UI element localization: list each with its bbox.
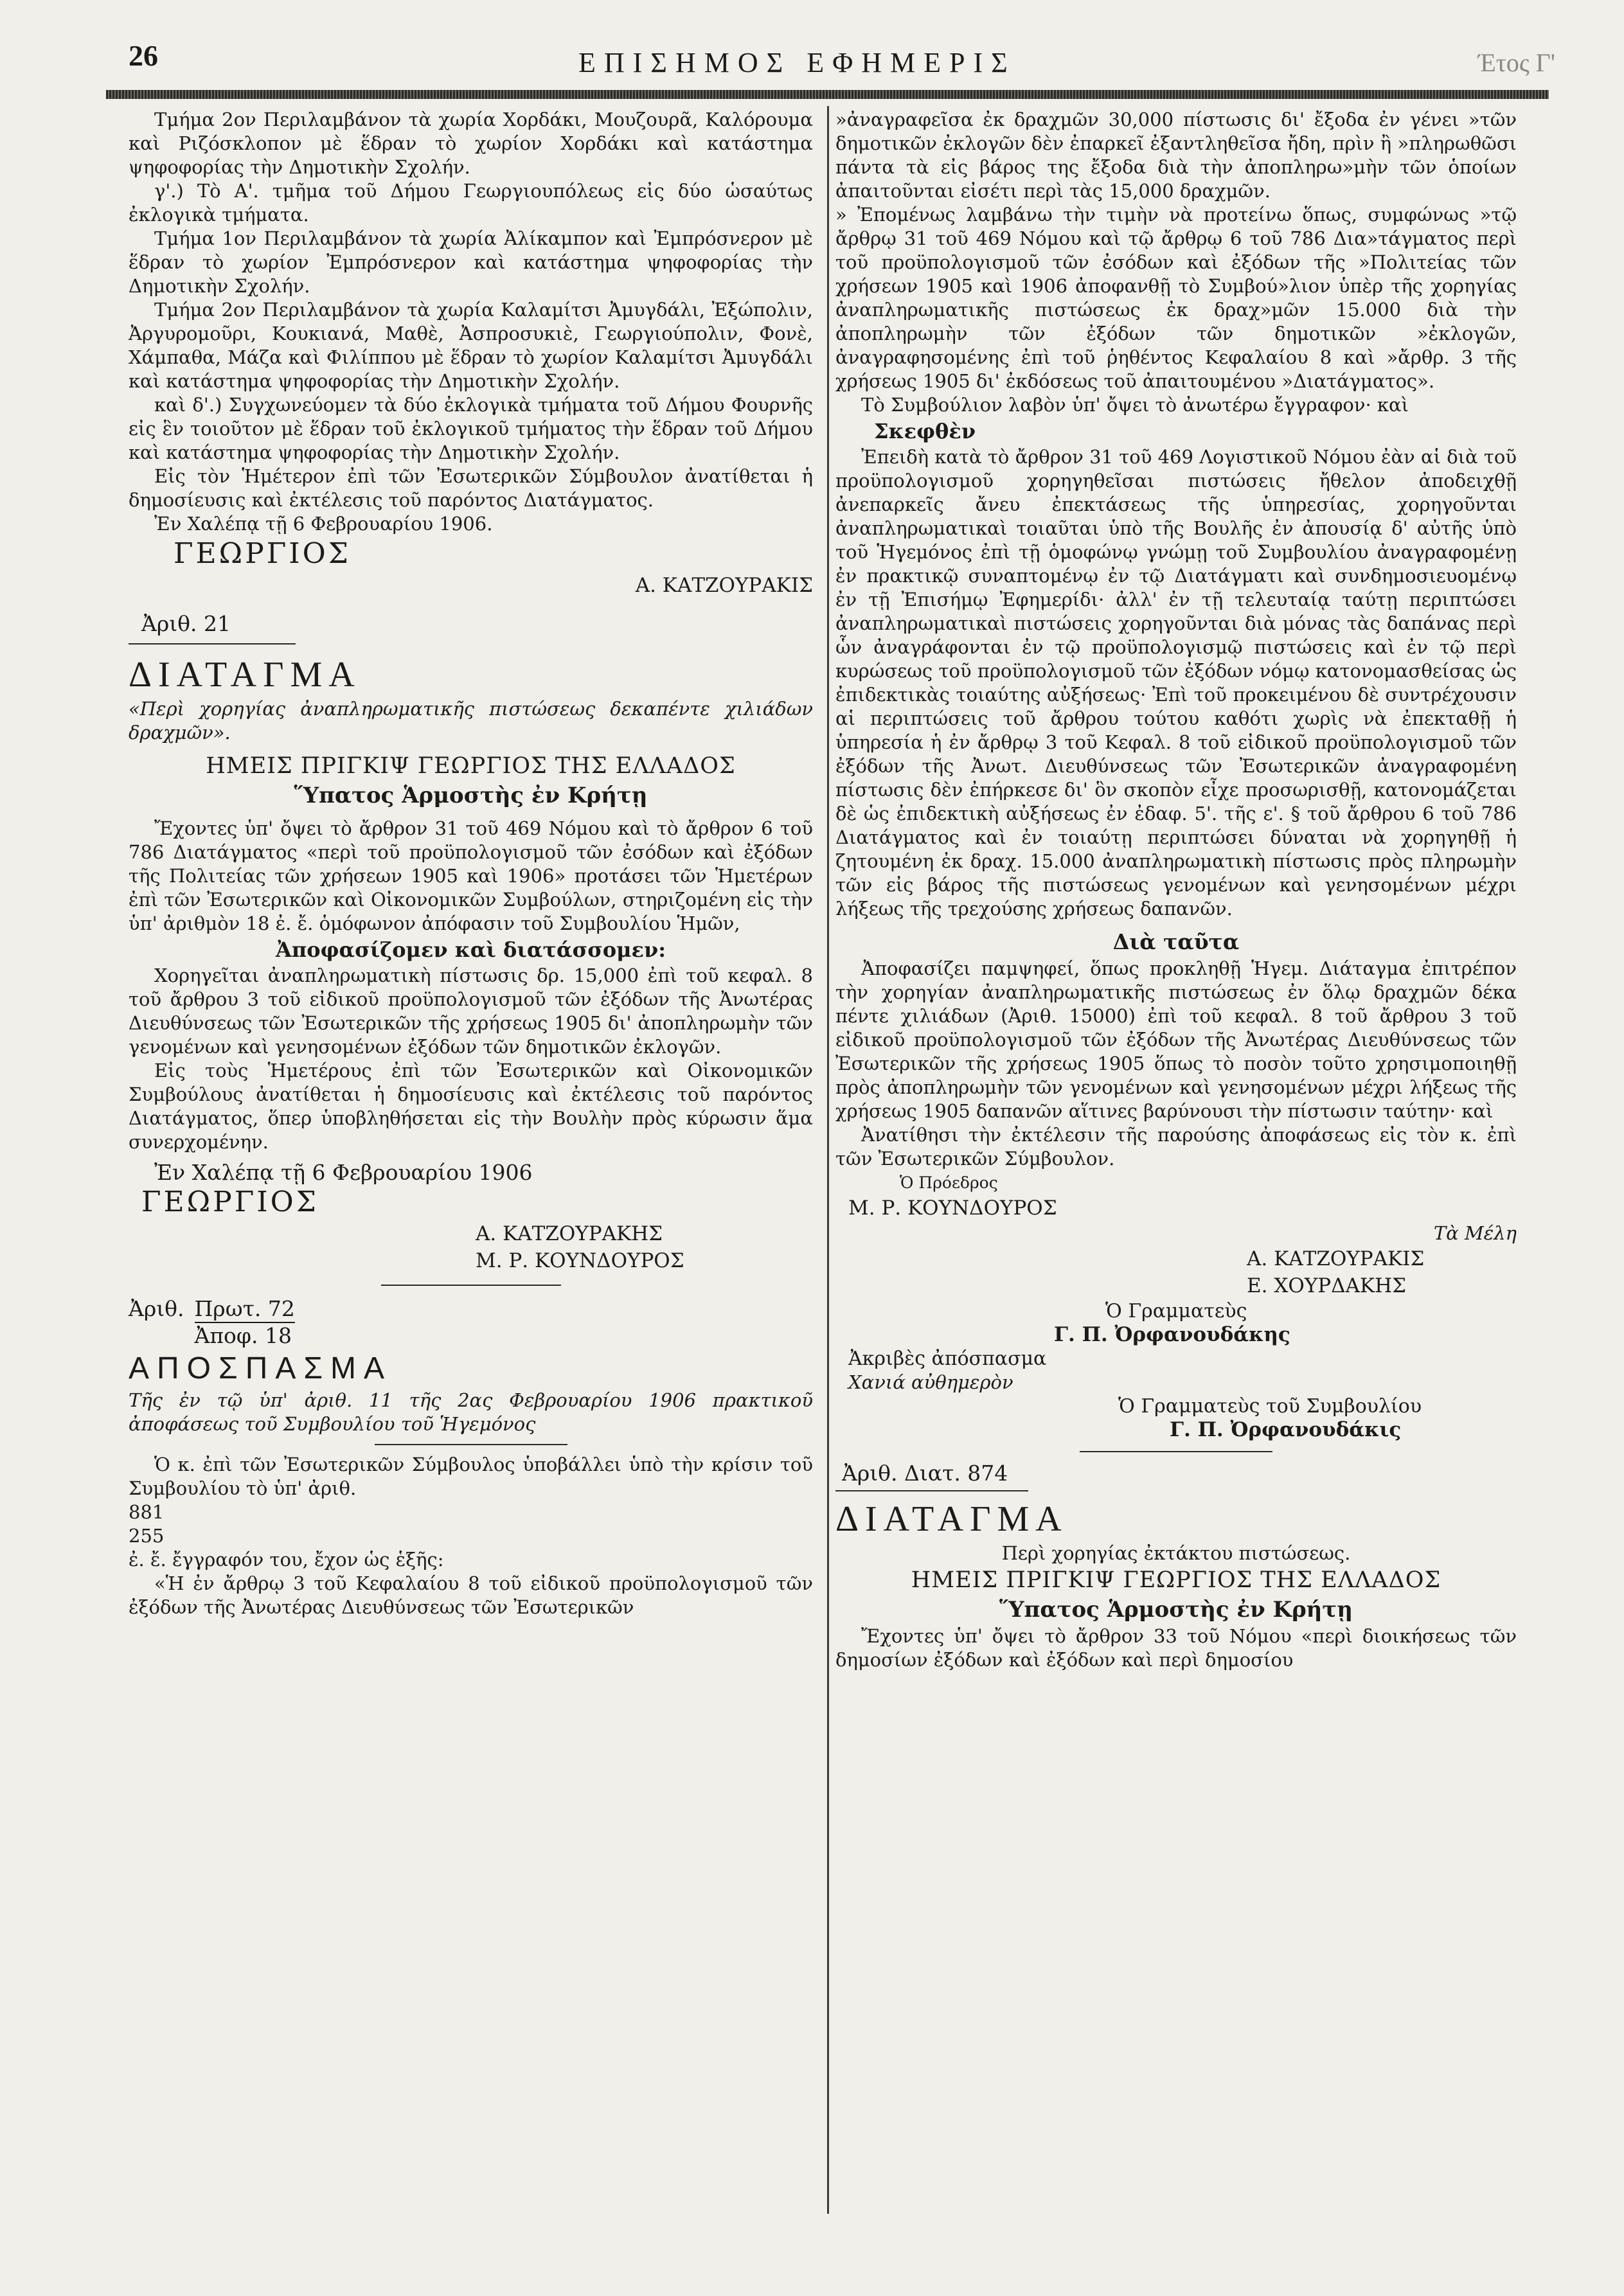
newspaper-title: ΕΠΙΣΗΜΟΣ ΕΦΗΜΕΡΙΣ bbox=[578, 47, 1016, 78]
decree-title: ΔΙΑΤΑΓΜΑ bbox=[129, 655, 361, 695]
paragraph: Τὸ Συμβούλιον λαβὸν ὑπ' ὄψει τὸ ἀνωτέρω ἔγγραφον· καὶ bbox=[861, 394, 1409, 416]
council-secretary-signature: Γ. Π. Ὀρφανουδάκις bbox=[1170, 1418, 1402, 1441]
member-signature: Ε. ΧΟΥΡΔΑΚΗΣ bbox=[1247, 1274, 1407, 1297]
left-column bbox=[129, 108, 813, 1619]
paragraph: Χορηγεῖται ἀναπληρωματικὴ πίστωσις δρ. 15,000 ἐπὶ τοῦ κεφαλ. 8 τοῦ ἄρθρου 3 τοῦ εἰδικοῦ προϋπολογισμοῦ τῶν ἐξόδων τῆς Ἀνωτέρας Διευθύνσεως τῶν Ἐσωτερικῶν τῆς χρήσεως 1905 δι' ἀποπληρωμὴν τῶν γενομένων καὶ γενησομένων ἐξόδων τῶν δημοτικῶν ἐκλογῶν. bbox=[129, 965, 813, 1058]
secretary-signature: Γ. Π. Ὀρφανουδάκης bbox=[1054, 1323, 1290, 1346]
decree-number: Ἀριθ. 21 bbox=[141, 611, 231, 636]
decree-subtitle: «Περὶ χορηγίας ἀναπληρωματικῆς πιστώσεως δεκαπέντε χιλιάδων δραχμῶν». bbox=[129, 698, 813, 743]
decision-heading: Ἀποφασίζομεν καὶ διατάσσομεν: bbox=[275, 938, 666, 962]
paragraph-text: Ὁ κ. ἐπὶ τῶν Ἐσωτερικῶν Σύμβουλος ὑποβάλλει ὑπὸ τὴν κρίσιν τοῦ Συμβουλίου τὸ ὑπ' ἀριθ. bbox=[129, 1454, 813, 1499]
header-rule bbox=[106, 90, 1549, 99]
paragraph: καὶ δ'.) Συγχωνεύομεν τὰ δύο ἐκλογικὰ τμήματα τοῦ Δήμου Φουρνῆς εἰς ἓν τοιοῦτον μὲ ἕδραν τοῦ ἐκλογικοῦ τμήματος τὴν ἕδραν τοῦ Δήμου καὶ κατάστημα ψηφοφορίας τὴν Δημοτικὴν Σχολήν. bbox=[129, 394, 813, 463]
paragraph: Ἀνατίθησι τὴν ἐκτέλεσιν τῆς παρούσης ἀποφάσεως εἰς τὸν κ. ἐπὶ τῶν Ἐσωτερικῶν Σύμβουλον. bbox=[835, 1124, 1517, 1170]
paragraph: Ἔχοντες ὑπ' ὄψει τὸ ἄρθρον 33 τοῦ Νόμου «περὶ διοικήσεως τῶν δημοσίων ἐξόδων καὶ ἐξόδων καὶ περὶ δημοσίου bbox=[835, 1625, 1517, 1671]
fraction-denominator: 255 bbox=[129, 1525, 165, 1547]
protocol-number: Πρωτ. 72 bbox=[194, 1296, 295, 1321]
cosignature: Α. ΚΑΤΖΟΥΡΑΚΗΣ bbox=[476, 1222, 663, 1245]
therefore-heading: Διὰ ταῦτα bbox=[1112, 929, 1240, 954]
extract-subtitle: Τῆς ἐν τῷ ὑπ' ἀριθ. 11 τῆς 2ας Φεβρουαρίου 1906 πρακτικοῦ ἀποφάσεως τοῦ Συμβουλίου τοῦ Ἡγεμόνος bbox=[129, 1389, 813, 1435]
signature-king: ΓΕΩΡΓΙΟΣ bbox=[174, 537, 351, 570]
considering-heading: Σκεφθὲν bbox=[874, 419, 976, 443]
signature-king: ΓΕΩΡΓΙΟΣ bbox=[141, 1186, 319, 1218]
number-label: Ἀριθ. bbox=[129, 1296, 184, 1321]
quoted-paragraph: «Ἡ ἐν ἄρθρῳ 3 τοῦ Κεφαλαίου 8 τοῦ εἰδικοῦ προϋπολογισμοῦ τῶν ἐξόδων τῆς Ἀνωτέρας Διευθύνσεως τῶν Ἐσωτερικῶν bbox=[129, 1572, 813, 1618]
cosignature: Α. ΚΑΤΖΟΥΡΑΚΙΣ bbox=[635, 574, 813, 597]
paragraph: Τμήμα 1ον Περιλαμβάνον τὰ χωρία Ἀλίκαμπον καὶ Ἐμπρόσνερον μὲ ἕδραν τὸ χωρίον Ἐμπρόσνερον καὶ κατάστημα ψηφοφορίας τὴν Δημοτικὴν Σχολήν. bbox=[129, 227, 813, 297]
cosignature: Μ. Ρ. ΚΟΥΝΔΟΥΡΟΣ bbox=[476, 1249, 684, 1272]
year-fragment: Έτος Γ' bbox=[1478, 48, 1555, 77]
council-secretary-label: Ὁ Γραμματεὺς τοῦ Συμβουλίου bbox=[1118, 1395, 1422, 1418]
extract-title: ΑΠΟΣΠΑΣΜΑ bbox=[129, 1351, 393, 1385]
issuer-line: ΗΜΕΙΣ ΠΡΙΓΚΙΨ ΓΕΩΡΓΙΟΣ ΤΗΣ ΕΛΛΑΔΟΣ bbox=[911, 1567, 1441, 1593]
issuer-line: ΗΜΕΙΣ ΠΡΙΓΚΙΨ ΓΕΩΡΓΙΟΣ ΤΗΣ ΕΛΛΑΔΟΣ bbox=[206, 753, 736, 779]
right-column bbox=[835, 108, 1517, 1672]
paragraph: Τμήμα 2ον Περιλαμβάνον τὰ χωρία Καλαμίτσι Ἀμυγδάλι, Ἐξώπολιν, Ἀργυρομοῦρι, Κουκιανά, Μαθὲ, Ἀσπροσυκιὲ, Γεωργιούπολιν, Φονὲ, Χάμπαθα, Μάζα καὶ Φιλίππου μὲ ἕδραν τὸ χωρίον Καλαμίτσι Ἀμυγδάλι καὶ κατάστημα ψηφοφορίας τὴν Δημοτικὴν Σχολήν. bbox=[129, 299, 813, 392]
running-header bbox=[103, 39, 1555, 90]
date-line: Ἐν Χαλέπᾳ τῇ 6 Φεβρουαρίου 1906 bbox=[154, 1160, 533, 1185]
page-number: 26 bbox=[129, 39, 158, 72]
secretary-label: Ὁ Γραμματεὺς bbox=[1105, 1300, 1247, 1322]
members-label: Τὰ Μέλη bbox=[1433, 1222, 1517, 1244]
column-divider bbox=[827, 106, 829, 2214]
paragraph: Τμήμα 2ον Περιλαμβάνον τὰ χωρία Χορδάκι, Μουζουρᾶ, Καλόρουμα καὶ Ριζόσκλοπον μὲ ἕδραν τὸ χωρίον Χορδάκι καὶ κατάστημα ψηφοφορίας τὴν Δημοτικὴν Σχολήν. bbox=[129, 109, 813, 178]
decree-number: Ἀριθ. Διατ. 874 bbox=[842, 1461, 1008, 1486]
member-signature: Α. ΚΑΤΖΟΥΡΑΚΙΣ bbox=[1247, 1247, 1425, 1270]
issuer-title: Ὕπατος Ἁρμοστὴς ἐν Κρήτῃ bbox=[999, 1597, 1353, 1623]
paragraph: Ἐπειδὴ κατὰ τὸ ἄρθρον 31 τοῦ 469 Λογιστικοῦ Νόμου ἐὰν αἱ διὰ τοῦ προϋπολογισμοῦ χορηγηθεῖσαι πιστώσεις ἤθελον ἀποδειχθῇ ἀνεπαρκεῖς ἄνευ ἐπεκτάσεως τῆς ὑπηρεσίας, χορηγοῦνται ἀναπληρωματικαὶ τοιαῦται ὑπὸ τῆς Βουλῆς ἐν ἀπουσίᾳ δ' αὐτῆς ὑπὸ τοῦ Ἡγεμόνος ἐπὶ τῇ ὁμοφώνῳ γνώμῃ τοῦ Συμβουλίου ἀναγραφομένῃ ἐν πρακτικῷ συναπτομένῳ ἐν τῷ Διατάγματι καὶ συνδημοσιευομένῳ ἐν τῇ Ἐπισήμῳ Ἐφημερίδι· ἀλλ' ἐν τῇ τελευταίᾳ ταύτῃ περιπτώσει ἀναπληρωματικαὶ πιστώσεις χορηγοῦνται διὰ μόνας τὰς δαπάνας περὶ ὧν ἀναγράφονται ἐν τῷ προϋπολογισμῷ πιστώσεις καὶ ἐν τῷ περὶ κυρώσεως τοῦ προϋπολογισμοῦ τῶν ἐξόδων νόμῳ κατονομασθείσας ὡς ἐπιδεκτικὰς τοιαύτης αὐξήσεως· Ἐπὶ τοῦ προκειμένου δὲ συντρέχουσιν αἱ περιπτώσεις τοῦ ἄρθρου τούτου καθότι χωρὶς νὰ ἐπεκταθῇ ἡ ὑπηρεσία ἡ ἐν ἄρθρῳ 3 τοῦ Κεφαλ. 8 τοῦ εἰδικοῦ προϋπολογισμοῦ τῶν ἐξόδων τῆς Ἀνωτ. Διευθύνσεως τῶν Ἐσωτερικῶν ἀναγραφομένη πίστωσις δὲν ἐπήρκεσε δι' ὃν σκοπὸν εἶχε προσωρισθῇ, κατονομάζεται δὲ ὡς ἐπιδεκτικὴ αὐξήσεως ἐν ἐδαφ. 5'. τῆς ε'. § τοῦ ἄρθρου 6 τοῦ 786 Διατάγματος καὶ ἐν τοιαύτῃ περιπτώσει δύναται νὰ χορηγηθῇ ἡ ζητουμένη ἐκ δραχ. 15.000 ἀναπληρωματικὴ πίστωσις πρὸς πληρωμὴν τῶν εἰς βάρος τῆς πιστώσεως γενομένων καὶ γενησομένων μέχρι λήξεως τῆς τρεχούσης χρήσεως δαπανῶν. bbox=[835, 446, 1517, 920]
quoted-paragraph: »ἀναγραφεῖσα ἐκ δραχμῶν 30,000 πίστωσις δι' ἔξοδα ἐν γένει »τῶν δημοτικῶν ἐκλογῶν δὲν ἐπαρκεῖ ἐξαντληθεῖσα ἤδη, πρὶν ἢ »πληρωθῶσι πάντα τὰ εἰς βάρος της ἔξοδα διὰ τὴν ἀποπληρω»μὴν τῶν ὁποίων ἀπαιτοῦνται εἰσέτι περὶ τὰς 15,000 δραχμῶν. bbox=[835, 109, 1517, 202]
president-label: Ὁ Πρόεδρος bbox=[900, 1173, 998, 1192]
protocol-numbers bbox=[129, 1296, 813, 1349]
paragraph: Ἀποφασίζει παμψηφεί, ὅπως προκληθῇ Ἡγεμ. Διάταγμα ἐπιτρέπον τὴν χορηγίαν ἀναπληρωματικῆς πιστώσεως ἐν ὅλῳ δραχμῶν δέκα πέντε χιλιάδων (Ἀριθ. 15000) ἐπὶ τοῦ κεφαλ. 8 τοῦ ἄρθρου 3 τοῦ εἰδικοῦ προϋπολογισμοῦ τῶν ἐξόδων τῆς Ἀνωτέρας Διευθύνσεως τῶν Ἐσωτερικῶν τῆς χρήσεως 1905 ὅπως τὸ ποσὸν τοῦτο χρησιμοποιηθῇ πρὸς ἀποπληρωμὴν τῶν γενομένων καὶ γενησομένων μέχρι λήξεως τῆς χρήσεως 1905 δαπανῶν αἵτινες βαρύνουσι τὴν πίστωσιν ταύτην· καὶ bbox=[835, 957, 1517, 1122]
quoted-paragraph: » Ἐπομένως λαμβάνω τὴν τιμὴν νὰ προτείνω ὅπως, συμφώνως »τῷ ἄρθρῳ 31 τοῦ 469 Νόμου καὶ τῷ ἄρθρῳ 6 τοῦ 786 Δια»τάγματος περὶ τοῦ προϋπολογισμοῦ τῶν ἐσόδων καὶ ἐξόδων τῆς »Πολιτείας τῶν χρήσεων 1905 καὶ 1906 ἀποφανθῇ τὸ Συμβού»λιον ὑπὲρ τῆς χορηγίας ἀναπληρωματικῆς πιστώσεως ἐκ δραχ»μῶν 15.000 διὰ τὴν ἀποπληρωμὴν τῶν ἐξόδων τῶν δημοτικῶν »ἐκλογῶν, ἀναγραφησομένης ἐπὶ τοῦ ῥηθέντος Κεφαλαίου 8 καὶ »ἄρθρ. 3 τῆς χρήσεως 1905 δι' ἐκδόσεως τοῦ ἀπαιτουμένου »Διατάγματος». bbox=[835, 204, 1517, 392]
date-line: Ἐν Χαλέπᾳ τῇ 6 Φεβρουαρίου 1906. bbox=[154, 513, 493, 535]
paragraph: γ'.) Τὸ Α'. τμῆμα τοῦ Δήμου Γεωργιουπόλεως εἰς δύο ὡσαύτως ἐκλογικὰ τμήματα. bbox=[129, 180, 813, 226]
president-signature: Μ. Ρ. ΚΟΥΝΔΟΥΡΟΣ bbox=[848, 1197, 1057, 1220]
issuer-title: Ὕπατος Ἁρμοστὴς ἐν Κρήτῃ bbox=[294, 783, 648, 808]
place-date: Χανιά αὐθημερὸν bbox=[848, 1371, 1013, 1393]
paragraph: Εἰς τὸν Ἡμέτερον ἐπὶ τῶν Ἐσωτερικῶν Σύμβουλον ἀνατίθεται ἡ δημοσίευσις καὶ ἐκτέλεσις τοῦ παρόντος Διατάγματος. bbox=[129, 465, 813, 511]
paragraph-text: ἐ. ἔ. ἔγγραφόν του, ἔχον ὡς ἑξῆς: bbox=[129, 1549, 444, 1571]
paragraph: Εἰς τοὺς Ἡμετέρους ἐπὶ τῶν Ἐσωτερικῶν καὶ Οἰκονομικῶν Συμβούλους ἀνατίθεται ἡ δημοσίευσις καὶ ἐκτέλεσις τοῦ παρόντος Διατάγματος, ὅπερ ὑποβληθήσεται εἰς τὴν Βουλὴν πρὸς κύρωσιν ἅμα συνερχομένην. bbox=[129, 1060, 813, 1153]
paragraph bbox=[129, 1453, 813, 1500]
decree-subtitle: Περὶ χορηγίας ἐκτάκτου πιστώσεως. bbox=[1001, 1542, 1351, 1564]
exact-copy-label: Ἀκριβὲς ἀπόσπασμα bbox=[848, 1348, 1047, 1370]
decision-number: Ἀποφ. 18 bbox=[195, 1322, 295, 1349]
decree-title: ΔΙΑΤΑΓΜΑ bbox=[835, 1499, 1068, 1539]
fraction-numerator: 881 bbox=[129, 1501, 165, 1523]
paragraph: Ἔχοντες ὑπ' ὄψει τὸ ἄρθρον 31 τοῦ 469 Νόμου καὶ τὸ ἄρθρον 6 τοῦ 786 Διατάγματος «περὶ τοῦ προϋπολογισμοῦ τῶν ἐσόδων καὶ ἐξόδων τῆς Πολιτείας τῶν χρήσεων 1905 καὶ 1906» προτάσει τῶν Ἡμετέρων ἐπὶ τῶν Ἐσωτερικῶν καὶ Οἰκονομικῶν Συμβούλων, στηριζομένη εἰς τὴν ὑπ' ἀριθμὸν 18 ἐ. ἔ. ὁμόφωνον ἀπόφασιν τοῦ Συμβουλίου Ἡμῶν, bbox=[129, 817, 813, 934]
